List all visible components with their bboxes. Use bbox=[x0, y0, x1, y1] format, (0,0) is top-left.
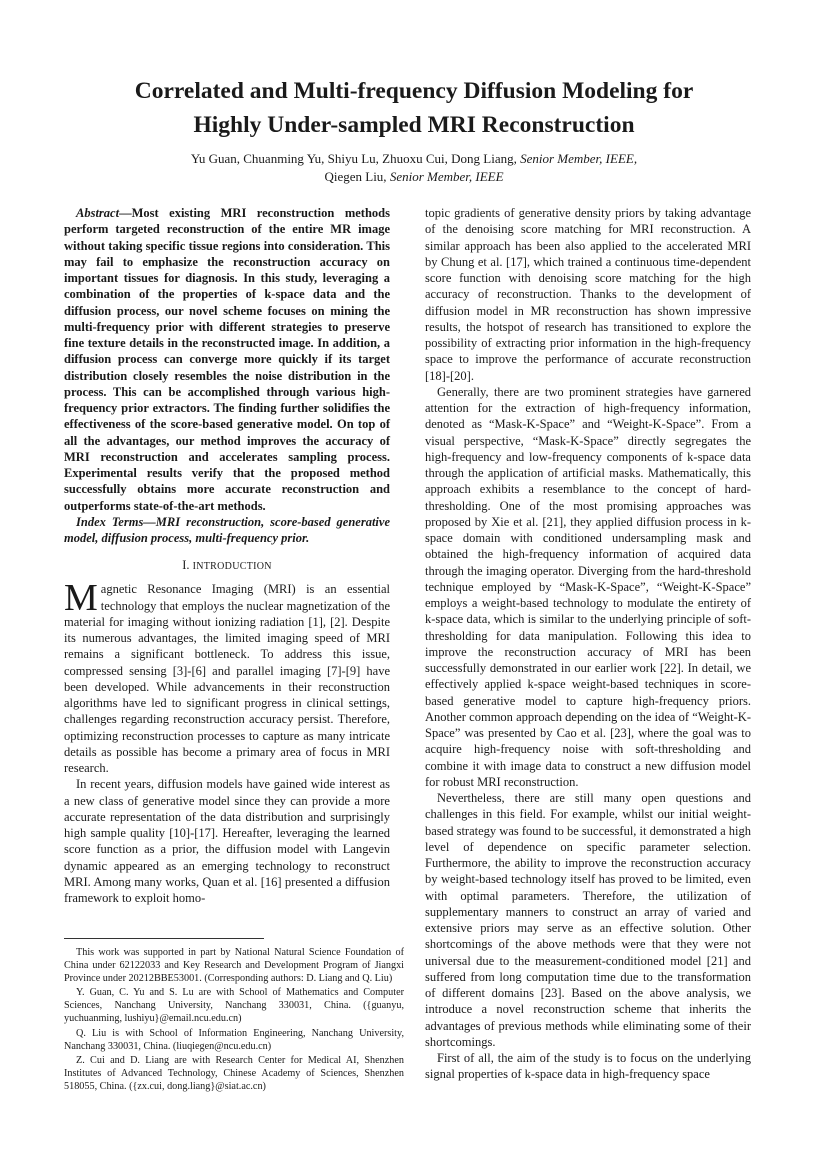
abstract-text: —Most existing MRI reconstruction methods perform targeted reconstruction of the entire MR image without taking specific tissue regions into consideration. This may fail to emphasize the reconstruction accuracy on important tissues for diagnosis. In this study, leveraging a combination of the properties of k-space data and the diffusion process, our novel scheme focuses on mining the multi-frequency prior with different strategies to preserve fine texture details in the reconstructed image. In addition, a diffusion process can converge more quickly if its target distribution closely resembles the noise distribution in the process. This can be accomplished through various high-frequency prior extractors. The finding further solidifies the effectiveness of the score-based generative model. On top of all the advantages, our method improves the accuracy of MRI reconstruction and accelerates sampling process. Experimental results verify that the proposed method successfully obtains more accurate reconstruction and outperforms state-of-the-art methods. bbox=[64, 206, 390, 513]
intro-paragraph-5: First of all, the aim of the study is to focus on the underlying signal properties of k-space data in high-frequency space bbox=[425, 1051, 751, 1082]
drop-cap: M bbox=[64, 577, 98, 620]
abstract-label: Abstract bbox=[76, 206, 120, 220]
footnotes bbox=[64, 947, 404, 1096]
footnote-rule bbox=[64, 938, 264, 939]
intro-paragraph-2: In recent years, diffusion models have gained wide interest as a new class of generative model since they can provide a more accurate representation of the data distribution and surprisingly high sample quality [10]-[17]. Hereafter, leveraging the learned score function as a prior, the diffusion model with Langevin dynamic appeared as an emerging technology to reconstruct MRI. Among many works, Quan et al. [16] presented a diffusion framework to exploit homo- bbox=[64, 777, 390, 905]
footnote-affiliation-ncu-info: Q. Liu is with School of Information Engineering, Nanchang University, Nanchang 330031, China. (liuqiegen@ncu.edu.cn) bbox=[64, 1027, 404, 1052]
intro-paragraph-1-text: agnetic Resonance Imaging (MRI) is an essential technology that employs the nuclear magnetization of the material for imaging without ionizing radiation [1], [2]. Despite its numerous advantages, the limited imaging speed of MRI remains a significant bottleneck. To address this issue, compressed sensing [3]-[6] and parallel imaging [7]-[9] have been developed. While advancements in their reconstruction algorithms have led to significant progress in clinical settings, challenges regarding reconstruction accuracy persist. Therefore, optimizing reconstruction processes to capture as many intricate details as possible has become a primary area of focus in MRI research. bbox=[64, 582, 390, 775]
authors-line-2-role: Senior Member, IEEE bbox=[389, 168, 504, 184]
footnote-funding: This work was supported in part by National Natural Science Foundation of China under 62122033 and Key Research and Development Program of Jiangxi Province under 20212BBE53001. (Corresponding authors: D. Liang and Q. Liu) bbox=[64, 947, 404, 984]
authors-line-1: Yu Guan, Chuanming Yu, Shiyu Lu, Zhuoxu Cui, Dong Liang, bbox=[190, 151, 521, 166]
footnote-affiliation-siat: Z. Cui and D. Liang are with Research Center for Medical AI, Shenzhen Institutes of Advanced Technology, Chinese Academy of Sciences, Shenzhen 518055, China. ({zx.cui, dong.liang}@siat.ac.cn) bbox=[64, 1055, 404, 1092]
title-line-1: Correlated and Multi-frequency Diffusion Modeling for bbox=[134, 78, 694, 104]
author-list bbox=[60, 150, 768, 185]
title-line-2: Highly Under-sampled MRI Reconstruction bbox=[193, 112, 635, 138]
right-column bbox=[425, 205, 751, 1083]
footnote-affiliation-ncu-math: Y. Guan, C. Yu and S. Lu are with School of Mathematics and Computer Sciences, Nanchang University, Nanchang 330031, China. ({guanyu, yuchuanming, lushiyu}@email.ncu.edu.cn) bbox=[64, 987, 404, 1024]
intro-paragraph-2-continued: topic gradients of generative density priors by taking advantage of the denoising score matching for MRI reconstruction. A similar approach has been also applied to the accelerated MRI by Chung et al. [17], which trained a continuous time-dependent score function with denoising score matching for the high accuracy of reconstruction. Thanks to the development of diffusion model in MR reconstruction has shown impressive results, the hotspot of research has transitioned to explore the possibility of extracting prior information in the high-frequency space to improve the performance of accurate reconstruction [18]-[20]. bbox=[425, 206, 751, 383]
abstract bbox=[64, 205, 390, 514]
left-column bbox=[64, 205, 390, 906]
index-terms: Index Terms—MRI reconstruction, score-based generative model, diffusion process, multi-frequency prior. bbox=[64, 514, 390, 545]
authors-line-1-role: Senior Member, IEEE, bbox=[520, 151, 638, 166]
intro-paragraph-4: Nevertheless, there are still many open questions and challenges in this field. For example, whilst our initial weight-based strategy was found to be successful, it demonstrated a high level of dependence on specific parameter selection. Furthermore, the ability to improve the reconstruction accuracy by weight-based technology itself has proved to be limited, even with optimal parameters. Therefore, the utilization of supplementary manners to construct an array of varied and extensive priors may serve as an effective solution. Other shortcomings of the above methods were that they were not universal due to the measurement-conditioned model [21] and suffered from long computation time due to the transformation of different domains [23]. Based on the above analysis, we introduce a novel reconstruction scheme that inherits the advantages of previous methods while eliminating some of their shortcomings. bbox=[425, 791, 751, 1049]
section-number: I. bbox=[182, 558, 193, 573]
authors-line-2: Qiegen Liu, bbox=[324, 168, 390, 184]
intro-paragraph-1 bbox=[64, 577, 390, 776]
section-heading-introduction bbox=[64, 557, 390, 575]
section-title: INTRODUCTION bbox=[192, 561, 272, 573]
paper-title bbox=[60, 74, 768, 142]
intro-paragraph-3: Generally, there are two prominent strategies have garnered attention for the extraction of high-frequency information, denoted as “Mask-K-Space” and “Weight-K-Space”. From a visual perspective, “Mask-K-Space” directly segregates the high-frequency and low-frequency components of k-space data through the application of artificial masks. Mathematically, this approach exhibits a resemblance to the concept of hard-thresholding. One of the most promising approaches was proposed by Xie et al. [21], they applied diffusion process in k-space domain with conditioned undersampling mask and obtained the high-frequency information of acquired data through the imaging operator. Diverging from the hard-threshold technique employed by “Mask-K-Space”, “Weight-K-Space” employs a weight-based technology to modulate the entirety of k-space data, which is similar to the underlying principle of soft-thresholding for data manipulation. Following this idea to improve the reconstruction accuracy of MRI has been successfully demonstrated in our earlier work [22]. In detail, we effectively applied k-space weight-based techniques in score-based generative model to capture high-frequency priors. Another common approach depending on the idea of “Weight-K-Space” was presented by Cao et al. [23], where the goal was to acquire high-frequency noise with soft-thresholding and combine it with image data to construct a new diffusion model for robust MRI reconstruction. bbox=[425, 384, 751, 789]
